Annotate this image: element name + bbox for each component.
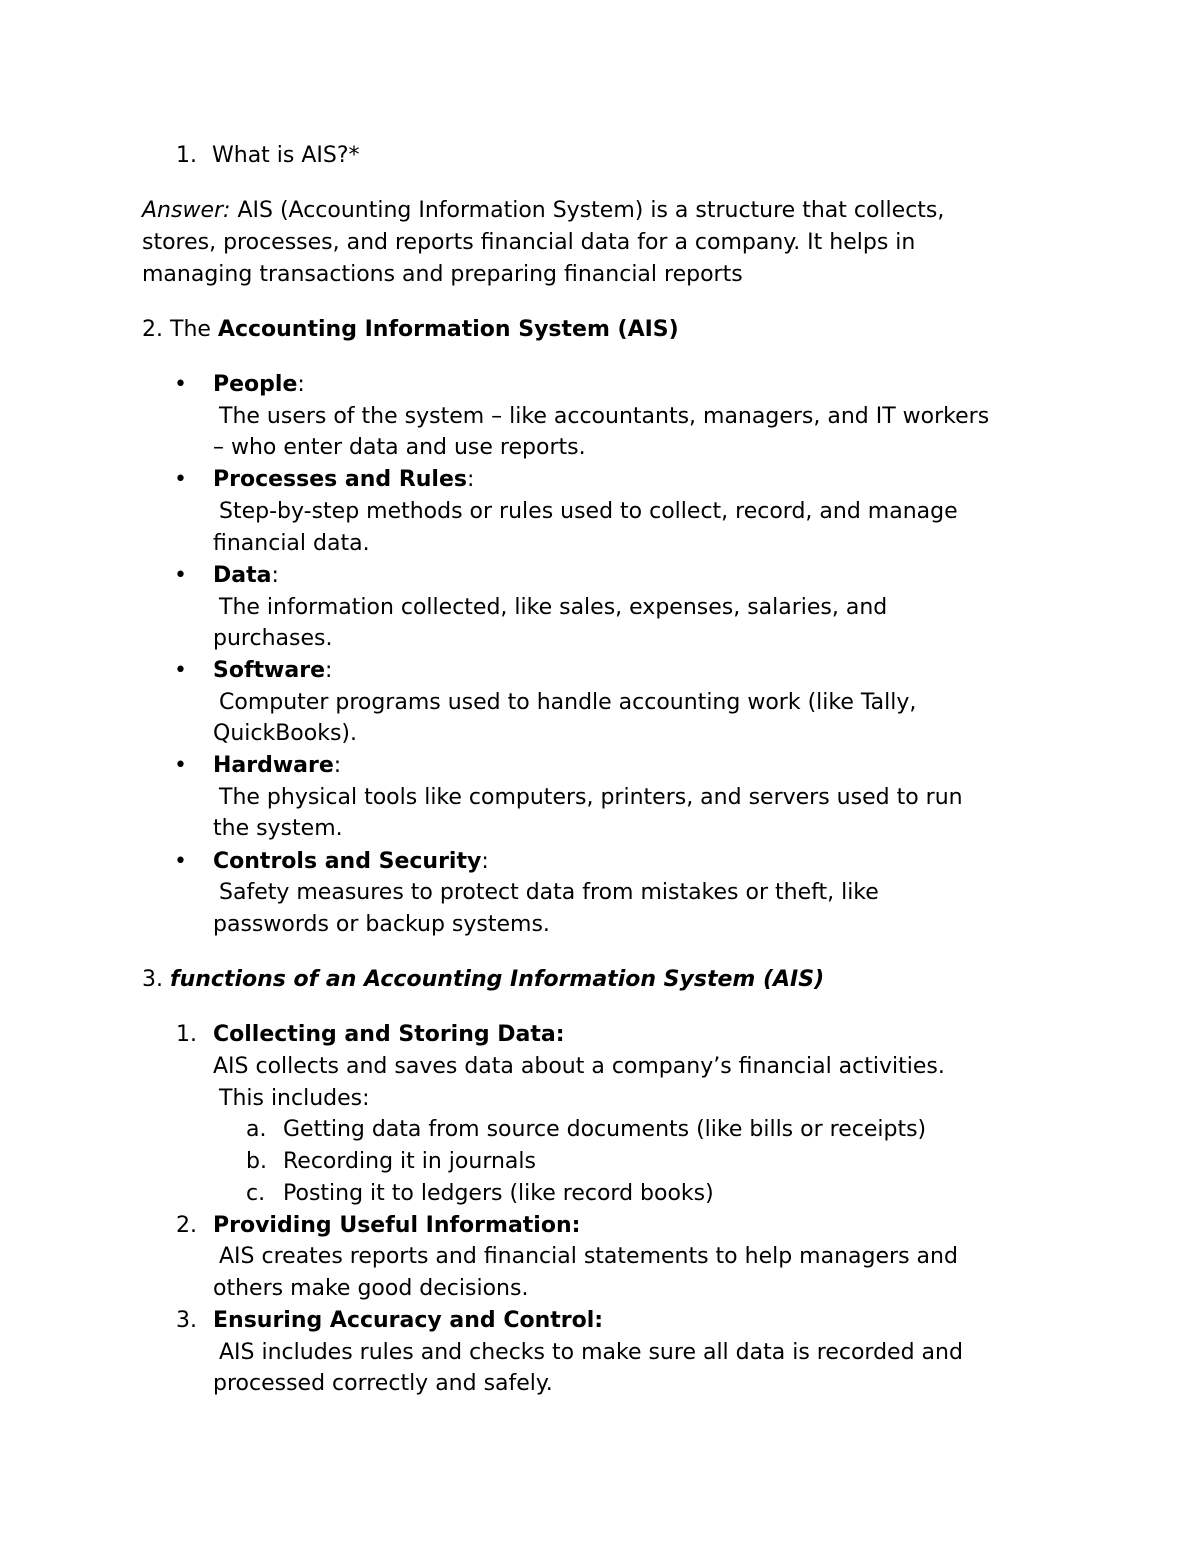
q2-title: Accounting Information System (AIS): [217, 317, 679, 342]
list-item-desc-line: Step-by-step methods or rules used to collect, record, and manage: [219, 499, 958, 524]
numbered-item-desc-line: This includes:: [219, 1086, 370, 1111]
q1-question: What is AIS?*: [212, 143, 360, 168]
bullet: •: [174, 753, 187, 778]
q2-heading: [142, 314, 679, 346]
list-item-desc-line: purchases.: [213, 626, 333, 651]
numbered-item-desc-line: AIS creates reports and financial statements to help managers and: [219, 1244, 958, 1269]
bullet: •: [174, 658, 187, 683]
q2-number: 2.: [142, 317, 163, 342]
bullet: •: [174, 467, 187, 492]
q3-heading: [142, 964, 824, 996]
bullet: •: [174, 372, 187, 397]
sub-item: b. Recording it in journals: [246, 1149, 536, 1174]
q1-answer-line-1: [142, 195, 944, 227]
list-item-desc-line: QuickBooks).: [213, 721, 357, 746]
sub-item: c. Posting it to ledgers (like record books): [246, 1181, 714, 1206]
list-item-term: Hardware:: [213, 753, 342, 778]
list-item-desc-line: The users of the system – like accountants, managers, and IT workers: [219, 404, 990, 429]
list-item-desc-line: financial data.: [213, 531, 370, 556]
numbered-item-heading: 3. Ensuring Accuracy and Control:: [176, 1308, 604, 1333]
numbered-item-desc-line: others make good decisions.: [213, 1276, 529, 1301]
numbered-item-heading: 1. Collecting and Storing Data:: [176, 1022, 565, 1047]
list-item-desc-line: the system.: [213, 816, 343, 841]
bullet: •: [174, 563, 187, 588]
list-item-desc-line: passwords or backup systems.: [213, 912, 550, 937]
q2-prefix: The: [170, 317, 211, 342]
q1-answer-line-3: managing transactions and preparing financial reports: [142, 262, 743, 287]
list-item-desc-line: Computer programs used to handle accounting work (like Tally,: [219, 690, 917, 715]
q1-number: 1.: [176, 143, 197, 168]
list-item-desc-line: The physical tools like computers, printers, and servers used to run: [219, 785, 963, 810]
q3-number: 3.: [142, 967, 163, 992]
list-item-desc-line: – who enter data and use reports.: [213, 435, 586, 460]
bullet: •: [174, 849, 187, 874]
answer-text: AIS (Accounting Information System) is a structure that collects,: [237, 198, 945, 223]
list-item-term: Controls and Security:: [213, 849, 489, 874]
answer-label: Answer:: [142, 198, 231, 223]
list-item-desc-line: The information collected, like sales, expenses, salaries, and: [219, 595, 888, 620]
numbered-item-desc-line: processed correctly and safely.: [213, 1371, 553, 1396]
list-item-term: People:: [213, 372, 305, 397]
list-item-term: Data:: [213, 563, 279, 588]
numbered-item-desc-line: AIS collects and saves data about a company’s financial activities.: [213, 1054, 945, 1079]
numbered-item-desc-line: AIS includes rules and checks to make sure all data is recorded and: [219, 1340, 963, 1365]
list-item-desc-line: Safety measures to protect data from mistakes or theft, like: [219, 880, 879, 905]
q1-heading: [176, 140, 360, 172]
sub-item: a. Getting data from source documents (like bills or receipts): [246, 1117, 927, 1142]
list-item-term: Software:: [213, 658, 333, 683]
list-item-term: Processes and Rules:: [213, 467, 475, 492]
q3-title: functions of an Accounting Information System (AIS): [170, 967, 825, 992]
numbered-item-heading: 2. Providing Useful Information:: [176, 1213, 581, 1238]
q1-answer-line-2: stores, processes, and reports financial data for a company. It helps in: [142, 230, 916, 255]
